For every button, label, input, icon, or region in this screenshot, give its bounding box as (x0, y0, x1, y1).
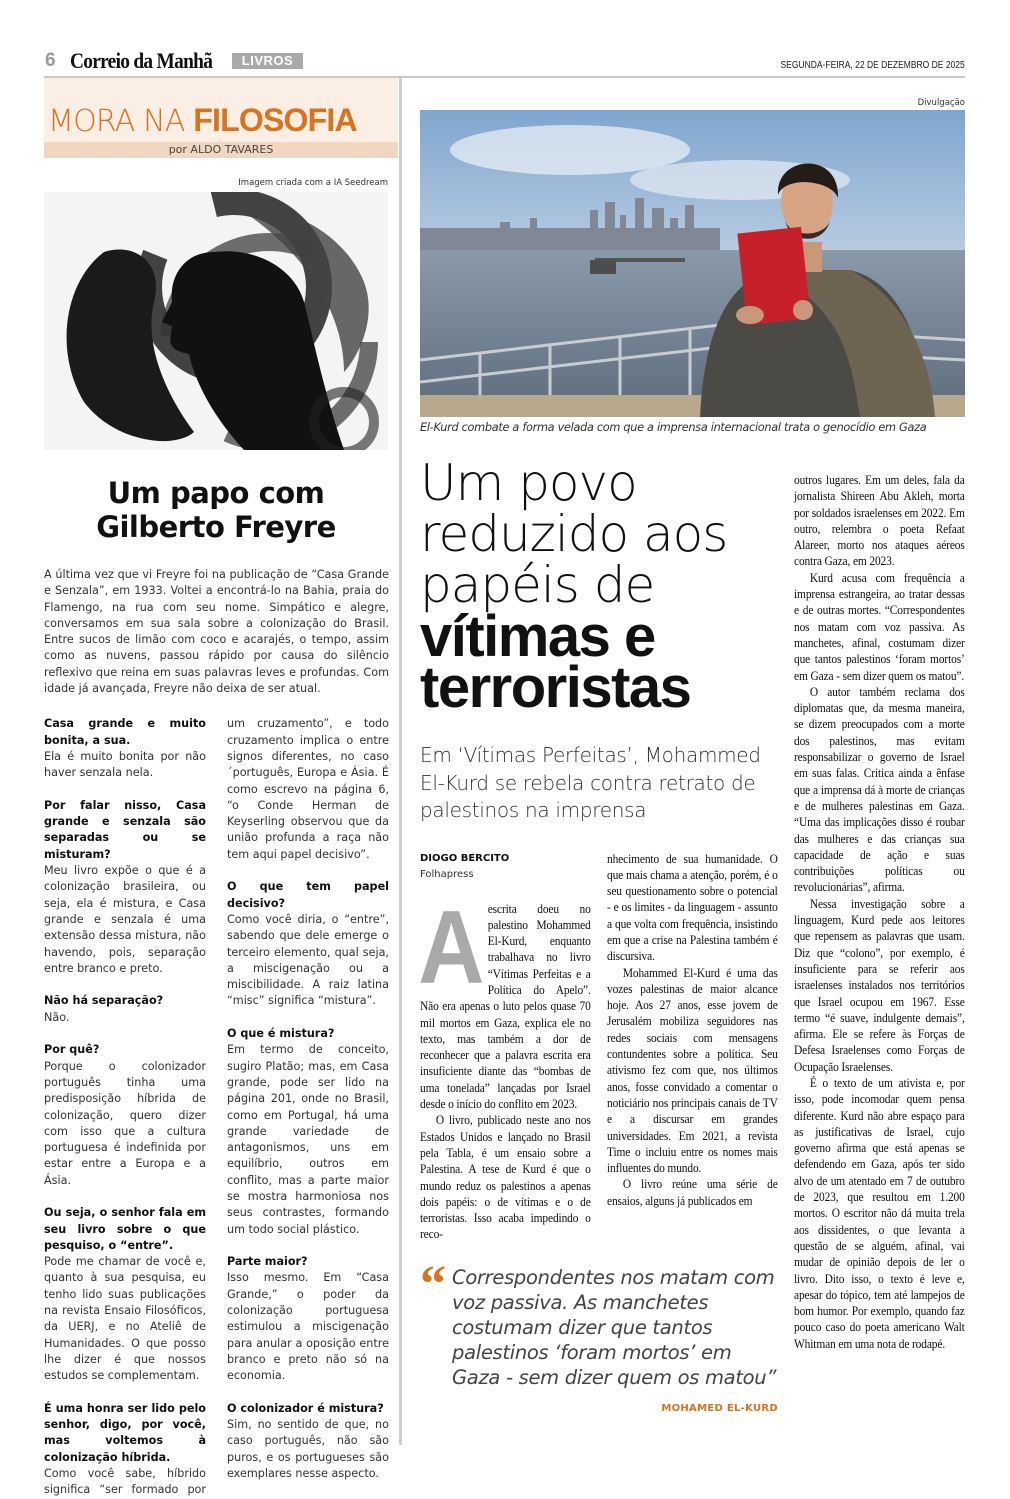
photo-credit: Divulgação (917, 98, 965, 108)
interview-question: Por quê? (44, 1043, 100, 1057)
article-subhead: Em ‘Vítimas Perfeitas’, Mohammed El-Kurd se rebela contra retrato de palestinos na imprensa (420, 743, 761, 822)
pull-quote-author: MOHAMED EL-KURD (661, 1402, 778, 1414)
article-paragraph: nhecimento de sua humanidade. O que mais chama a atenção, porém, é o seu questionamento sobre o potencial - e os limites - da linguagem - assunto a que volta com frequência, insistindo em que a crise na Palestina também é discursiva. (607, 850, 778, 964)
column-divider (399, 78, 402, 1445)
interview-answer: Não. (44, 1010, 70, 1024)
interview-answer: Pode me chamar de você e, quanto à sua pesquisa, eu tenho lido suas publicações na revista Ensaio Filosóficos, da UERJ, e no Ateliê de Humanidades. O que posso lhe dizer é que nossos estudos se complementam. (44, 1255, 206, 1383)
photo-caption: El-Kurd combate a forma velada com que a imprensa internacional trata o genocídio em Gaza (420, 421, 927, 434)
column-title (48, 102, 357, 140)
article-column-1-cell (420, 851, 591, 1243)
interview-answer: Como você diria, o “entre”, sabendo que dele emerge o terceiro elemento, qual seja, a miscigenação ou a miscibilidade. A raiz latina “misc” significa “mistura”. (227, 912, 389, 1008)
interview-item (227, 879, 389, 1009)
article-paragraph: outros lugares. Em um deles, fala da jornalista Shireen Abu Akleh, morta por soldados israelenses em 2022. Em outro, relembra o poeta Refaat Alareer, morto nos ataques aéreos contra Gaza, em 2023. (794, 472, 965, 569)
drop-cap: A (418, 889, 485, 1006)
interview-question: O que é mistura? (227, 1027, 335, 1041)
article-photo (420, 110, 965, 417)
interview-question: Ou seja, o senhor fala em seu livro sobre o que pesquiso, o “entre”. (44, 1206, 206, 1252)
interview-answer: Em termo de conceito, sugiro Platão; mas, em Casa grande, pode ser lido na página 201, onde no Brasil, como em Portugal, há uma grande variedade de antagonismos, uns em equilíbrio, outros em conflito, mas a parte maior se mostra harmoniosa nos seus contrastes, formando um todo social plástico. (227, 1043, 389, 1236)
interview-answer: Meu livro expõe o que é a colonização brasileira, ou seja, ela é mistura, e Casa grande e senzala é uma extensão dessa mistura, não havendo, pois, separação entre branco e preto. (44, 864, 206, 975)
illustration-image (44, 192, 388, 450)
interview-item (227, 1254, 389, 1384)
interview-question: Parte maior? (227, 1255, 308, 1269)
page-number: 6 (45, 50, 56, 71)
news-agency: Folhapress (420, 868, 474, 880)
quote-mark-icon: “ (420, 1255, 446, 1313)
article-paragraph: Kurd acusa com frequência a imprensa estrangeira, ao tratar dessas e de outras mortes. “Correspondentes nos matam com voz passiva. As manchetes, afinal, costumam dizer que tantos palestinos ‘foram mortos’ em Gaza - sem dizer quem os matou”. (794, 569, 965, 683)
interview-item (44, 716, 206, 781)
article-column-2-cell (607, 851, 778, 1210)
interview-question: Casa grande e muito bonita, a sua. (44, 717, 206, 747)
section-badge: LIVROS (232, 53, 303, 69)
interview-answer: Sim, no sentido de que, no caso português, não são puros, e os portugueses são exemplares nesse aspecto. (227, 1418, 389, 1481)
column-headline-line: Gilberto Freyre (96, 510, 336, 544)
issue-date: SEGUNDA-FEIRA, 22 DE DEZEMBRO DE 2025 (780, 60, 965, 71)
article-paragraph: Mohammed El-Kurd é uma das vozes palestinas de maior alcance hoje. Aos 27 anos, esse jovem de Jerusalém mobiliza seguidores nas redes sociais com mensagens contundentes sobre a política. Seu ativismo fez com que, nos últimos anos, fosse convidado a comentar o noticiário nos principais canais de TV e a discursar em grandes universidades. Em 2021, a revista Time o incluiu entre os nomes mais influentes do mundo. (607, 964, 778, 1176)
interview-body (44, 716, 389, 1498)
column-headline (44, 476, 388, 544)
column-intro: A última vez que vi Freyre foi na publicação de “Casa Grande e Senzala”, em 1933. Voltei a encontrá-lo na Bahia, praia do Flamengo, na rua com seu nome. Simpático e alegre, conversamos em sua sala sobre a colonização do Brasil. Entre sucos de limão com coco e acarajés, o tempo, assim como as nuvens, passou rápido por causa do silêncio reflexivo que reina em suas palavras leves e profundas. Com idade já avançada, Freyre não deixa de ser atual. (44, 568, 389, 696)
article-column-1 (418, 889, 591, 1243)
article-lower (420, 742, 778, 1416)
headline-line-bold: vítimas e (420, 604, 655, 669)
interview-item (44, 1205, 206, 1384)
interview-question: É uma honra ser lido pelo senhor, digo, por você, mas voltemos à colonização híbrida. (44, 1401, 206, 1464)
interview-question: O que tem papel decisivo? (227, 880, 389, 910)
article-columns (420, 851, 778, 1243)
interview-item (227, 1026, 389, 1238)
interview-question: O colonizador é mistura? (227, 1401, 384, 1415)
article-column-3 (794, 472, 965, 1352)
byline: DIOGO BERCITO (420, 852, 510, 864)
interview-answer: Porque o colonizador português tinha uma predisposição híbrida de colonização, quero dizer com isso que a cultura portuguesa é indefinida por estar entre a Europa e a Ásia. (44, 1059, 206, 1187)
column-title-bold: FILOSOFIA (193, 102, 357, 138)
article-paragraph (418, 889, 591, 1113)
article-paragraph: O livro, publicado neste ano nos Estados Unidos e lançado no Brasil pela Tabla, é um ensaio sobre a Palestina. A tese de Kurd é que o mundo reduz os palestinos a apenas dois papéis: o de vítimas e o de terroristas. Isso acaba impedindo o reco- (420, 1112, 591, 1242)
interview-answer: Ela é muito bonita por não haver senzala nela. (44, 749, 206, 780)
interview-question: Por falar nisso, Casa grande e senzala são separadas ou se misturam? (44, 798, 206, 861)
interview-answer: Como você sabe, híbrido significa “ser formado por um cruzamento”, e todo cruzamento implica o entre signos diferentes, no caso ´português, Europa e Ásia. É como escrevo na página 6, “o Conde Herman de Keyserling observou que da união profunda a raça não tem aqui papel decisivo”. (44, 717, 389, 1497)
headline-line: papéis de (420, 556, 655, 614)
pull-quote (420, 1255, 778, 1390)
column-body (44, 567, 389, 1499)
headline-line: reduzido aos (420, 505, 728, 563)
article-paragraph: O autor também reclama dos diplomatas que, da mesma maneira, se dizem preocupados com a morte dos palestinos, mas evitam responsabilizar o governo de Israel em suas falas. Critica ainda a ênfase que a imprensa dá à morte de crianças e de mulheres palestinas em Gaza. “Uma das implicações disso é roubar das mulheres e das crianças sua capacidade de ação e suas contribuições políticas ou revolucionárias”, afirma. (794, 683, 965, 895)
interview-item (44, 993, 206, 1026)
column-author: por ALDO TAVARES (44, 142, 398, 158)
interview-answer: Isso mesmo. Em “Casa Grande,” o poder da colonização portuguesa estimulou a miscigenação para anular a oposição entre branco e preto não só na economia. (227, 1271, 389, 1383)
article-paragraph: É o texto de um ativista e, por isso, pode incomodar quem pensa diferente. Kurd não abre espaço para as justificativas de Israel, cujo governo afirma que está apenas se defendendo em Gaza, após ter sido alvo de um atentado em 7 de outubro de 2023, que resultou em 1.200 mortos. O escritor não dá muita trela aos dissidentes, o que levanta a questão de se alguém, afinal, vai mudar de opinião depois de ler o livro. Dito isso, o texto é leve e, apesar do tópico, tem até lampejos de bom humor. Por exemplo, quando faz pouco caso do poeta americano Walt Whitman em uma nota de rodapé. (794, 1074, 965, 1351)
article-headline (420, 454, 790, 720)
interview-item (44, 1042, 206, 1189)
interview-question: Não há separação? (44, 994, 164, 1008)
column-header (44, 78, 398, 158)
interview-item (44, 798, 206, 977)
pull-quote-text: Correspondentes nos matam com voz passiva. As manchetes costumam dizer que tantos palestinos ‘foram mortos’ em Gaza - sem dizer quem os matou” (452, 1265, 777, 1389)
headline-line-bold: terroristas (420, 655, 691, 720)
headline-line: Um povo (420, 454, 637, 512)
masthead-logo: Correio da Manhã (70, 48, 213, 73)
article-paragraph: O livro reúne uma série de ensaios, alguns já publicados em (607, 1176, 778, 1208)
paragraph-text: escrita doeu no palestino Mohammed El-Kurd, enquanto trabalhava no livro “Vítimas Perfeitas e a Política do Apelo”. Não era apenas o luto pelos quase 70 mil mortos em Gaza, explica ele no texto, mas também a dor de reconhecer que a palavra escrita era insuficiente diante das “bombas de uma tonelada” lançadas por Israel desde o início do conflito em 2023. (420, 900, 591, 1112)
column-title-light: MORA NA (48, 104, 194, 139)
column-headline-line: Um papo com (107, 476, 325, 510)
article-column-2 (607, 851, 778, 1210)
interview-item (227, 1401, 389, 1482)
article-paragraph: Nessa investigação sobre a linguagem, Kurd pede aos leitores que repensem as palavras que usam. Diz que “colono”, por exemplo, é insuficiente para se referir aos israelenses instalados nos territórios que Israel ocupou em 1967. Esse termo “é suave, indulgente demais”, afirma. Ele se refere às Forças de Defesa Israelenses como Forças de Ocupação Israelenses. (794, 895, 965, 1074)
image-credit: Imagem criada com a IA Seedream (238, 178, 388, 188)
